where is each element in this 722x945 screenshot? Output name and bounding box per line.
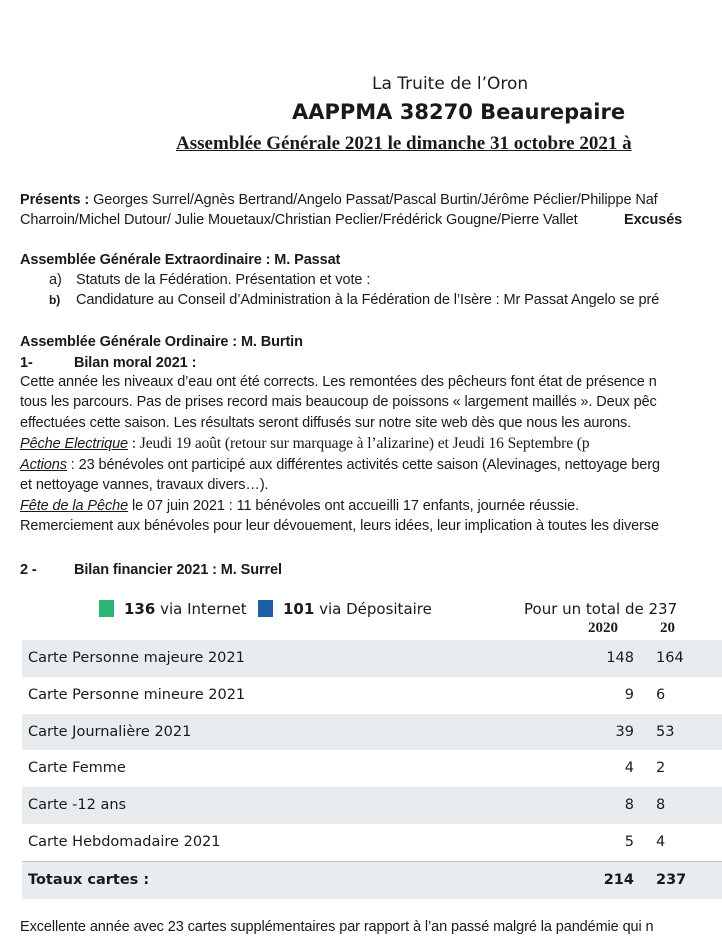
org-name: La Truite de l’Oron bbox=[372, 74, 529, 94]
section1-heading bbox=[20, 355, 197, 371]
peche-line bbox=[20, 435, 589, 453]
extraordinary-item-a bbox=[49, 272, 371, 288]
totals-row bbox=[22, 861, 722, 899]
moral-para-line-2: tous les parcours. Pas de prises record mais beaucoup de poissons « largement maillés ». Deux pêc bbox=[20, 394, 657, 410]
row-2020: 4 bbox=[624, 760, 634, 777]
actions-line-2: et nettoyage vannes, travaux divers…). bbox=[20, 477, 269, 493]
table-row bbox=[22, 750, 722, 787]
fete-line bbox=[20, 498, 579, 514]
section2-heading bbox=[20, 562, 282, 578]
row-2021: 53 bbox=[656, 723, 675, 740]
row-2020: 39 bbox=[615, 723, 634, 740]
section1-num: 1- bbox=[20, 355, 33, 371]
internet-label: via Internet bbox=[160, 600, 247, 618]
totals-2020: 214 bbox=[603, 871, 634, 888]
actions-text: : 23 bénévoles ont participé aux différentes activités cette saison (Alevinages, nettoyage berg bbox=[66, 457, 660, 473]
row-2020: 5 bbox=[624, 833, 634, 850]
moral-para-line-3: effectuées cette saison. Les résultats seront diffusés sur notre site web dès que nous les aurons. bbox=[20, 415, 632, 431]
table-row bbox=[22, 677, 722, 714]
section2-title: Bilan financier 2021 : M. Surrel bbox=[74, 562, 282, 578]
peche-label: Pêche Electrique bbox=[20, 436, 129, 452]
table-row bbox=[22, 640, 722, 677]
totals-2021: 237 bbox=[656, 871, 687, 888]
presents-label: Présents : bbox=[20, 192, 90, 208]
row-label: Carte -12 ans bbox=[28, 797, 127, 814]
internet-count: 136 bbox=[124, 600, 156, 618]
total-summary bbox=[524, 600, 677, 618]
row-2021: 6 bbox=[656, 686, 666, 703]
row-2020: 148 bbox=[606, 650, 634, 666]
legend-internet bbox=[99, 600, 247, 618]
item-marker: b) bbox=[49, 293, 61, 307]
row-label: Carte Femme bbox=[28, 760, 126, 777]
peche-text: : Jeudi 19 août (retour sur marquage à l’alizarine) et Jeudi 16 Septembre (p bbox=[128, 435, 590, 452]
row-2021: 164 bbox=[656, 650, 684, 666]
presents-line-2 bbox=[20, 212, 578, 228]
presents-names-2: Charroin/Michel Dutour/ Julie Mouetaux/Christian Peclier/Frédérick Gougne/Pierre Vallet bbox=[20, 212, 578, 228]
blue-square-icon bbox=[258, 600, 273, 617]
extraordinary-title: Assemblée Générale Extraordinaire : M. Passat bbox=[20, 252, 341, 268]
depositaire-label: via Dépositaire bbox=[319, 600, 432, 618]
excused-label: Excusés bbox=[624, 212, 683, 228]
legend-depositaire bbox=[258, 600, 432, 618]
item-marker: a) bbox=[49, 272, 62, 288]
row-2021: 4 bbox=[656, 833, 666, 850]
moral-para-line-1: Cette année les niveaux d’eau ont été corrects. Les remontées des pêcheurs font état de présence n bbox=[20, 374, 657, 390]
cards-table bbox=[22, 640, 722, 899]
row-2020: 9 bbox=[624, 686, 634, 703]
presents-names-1: Georges Surrel/Agnès Bertrand/Angelo Passat/Pascal Burtin/Jérôme Péclier/Philippe Naf bbox=[93, 192, 658, 208]
row-label: Carte Personne majeure 2021 bbox=[28, 650, 245, 666]
depositaire-count: 101 bbox=[283, 600, 315, 618]
item-text: Candidature au Conseil d’Administration à la Fédération de l’Isère : Mr Passat Angelo se pré bbox=[76, 292, 660, 308]
table-row bbox=[22, 824, 722, 861]
row-2021: 2 bbox=[656, 760, 666, 777]
row-2021: 8 bbox=[656, 797, 666, 814]
ordinary-title: Assemblée Générale Ordinaire : M. Burtin bbox=[20, 334, 303, 350]
row-label: Carte Journalière 2021 bbox=[28, 723, 192, 740]
presents-line-1 bbox=[20, 192, 658, 208]
actions-line bbox=[20, 457, 660, 473]
fete-label: Fête de la Pêche bbox=[20, 498, 129, 514]
row-2020: 8 bbox=[624, 797, 634, 814]
footer-line: Excellente année avec 23 cartes supplémentaires par rapport à l’an passé malgré la pandémie qui n bbox=[20, 919, 654, 935]
table-row bbox=[22, 787, 722, 824]
year-2021-header: 20 bbox=[660, 620, 675, 636]
actions-label: Actions bbox=[20, 457, 67, 473]
aappma-title: AAPPMA 38270 Beaurepaire bbox=[292, 100, 626, 124]
year-2020-header: 2020 bbox=[588, 620, 618, 636]
item-text: Statuts de la Fédération. Présentation et vote : bbox=[76, 272, 371, 288]
extraordinary-item-b bbox=[49, 292, 660, 308]
row-label: Carte Hebdomadaire 2021 bbox=[28, 833, 221, 850]
totals-label: Totaux cartes : bbox=[28, 871, 150, 888]
row-label: Carte Personne mineure 2021 bbox=[28, 686, 246, 703]
section2-num: 2 - bbox=[20, 562, 37, 578]
total-text: Pour un total de 237 bbox=[524, 600, 678, 618]
table-row bbox=[22, 714, 722, 751]
assembly-title: Assemblée Générale 2021 le dimanche 31 octobre 2021 à bbox=[176, 133, 632, 154]
green-square-icon bbox=[99, 600, 114, 617]
thanks-line: Remerciement aux bénévoles pour leur dévouement, leurs idées, leur implication à toutes les diverse bbox=[20, 518, 659, 534]
fete-text: le 07 juin 2021 : 11 bénévoles ont accueilli 17 enfants, journée réussie. bbox=[128, 498, 580, 514]
section1-title: Bilan moral 2021 : bbox=[74, 355, 197, 371]
